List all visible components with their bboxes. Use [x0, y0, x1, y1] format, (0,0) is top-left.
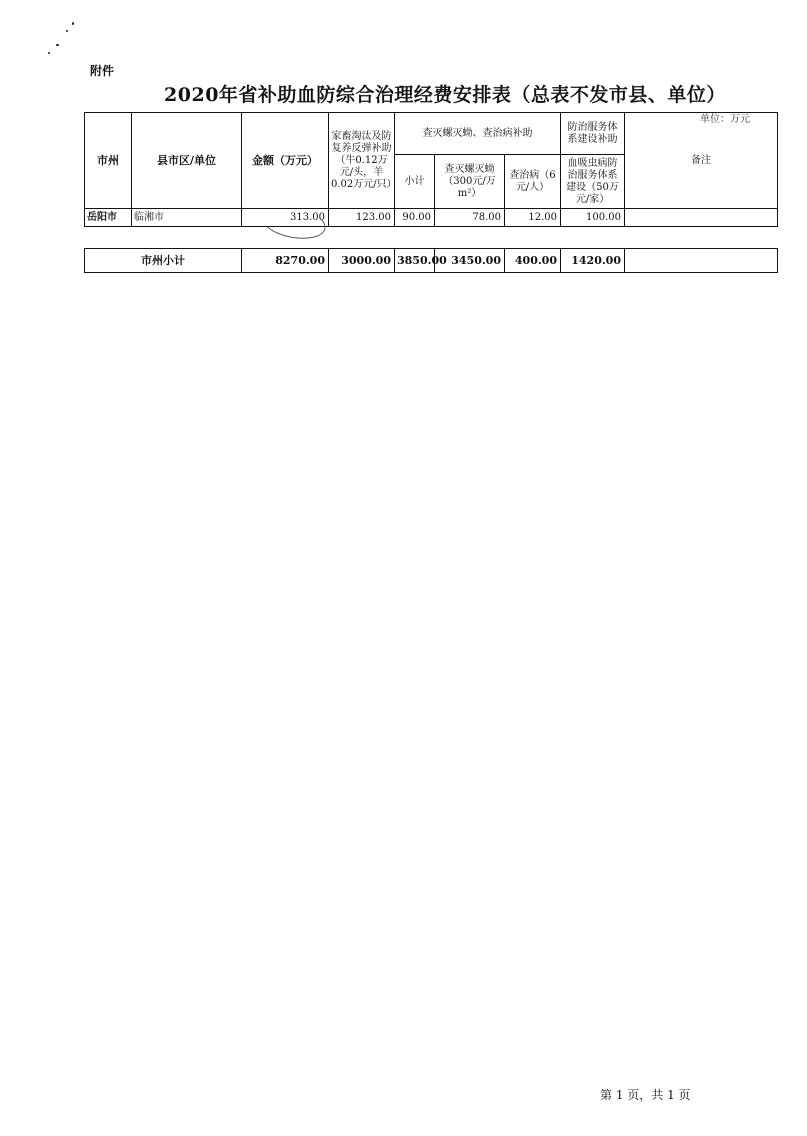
cell-subtotal: 90.00: [395, 209, 435, 227]
cell-remark: [625, 209, 778, 227]
page-footer: 第 1 页，共 1 页: [600, 1088, 691, 1102]
page-title: 2020年省补助血防综合治理经费安排表（总表不发市县、单位）: [164, 84, 726, 106]
header-county: 县市区/单位: [132, 113, 242, 209]
header-service-group: 防治服务体系建设补助: [561, 113, 625, 155]
header-amount: 金额（万元）: [242, 113, 329, 209]
total-snail: 3450.00: [435, 249, 505, 273]
scan-speck: [66, 30, 68, 32]
funding-table: [84, 112, 778, 227]
cell-treat: 12.00: [505, 209, 561, 227]
unit-label: 单位：万元: [700, 114, 750, 125]
table-row: [85, 209, 778, 227]
cell-amount: 313.00: [242, 209, 329, 227]
cell-city: 岳阳市: [85, 209, 132, 227]
header-snail: 查灭螺灭蚴（300元/万m²）: [435, 155, 505, 209]
header-livestock: 家畜淘汰及防复养反弹补助（牛0.12万元/头，羊0.02万元/只）: [329, 113, 395, 209]
header-service: 血吸虫病防治服务体系建设（50万元/家）: [561, 155, 625, 209]
attachment-label: 附件: [90, 64, 115, 78]
header-treat: 查治病（6元/人）: [505, 155, 561, 209]
cell-snail: 78.00: [435, 209, 505, 227]
total-subtotal: 3850.00: [395, 249, 435, 273]
total-treat: 400.00: [505, 249, 561, 273]
header-city: 市州: [85, 113, 132, 209]
total-livestock: 3000.00: [329, 249, 395, 273]
scan-speck: [56, 44, 59, 46]
total-label: 市州小计: [85, 249, 242, 273]
header-snail-group: 查灭螺灭蚴、查治病补助: [395, 113, 561, 155]
total-amount: 8270.00: [242, 249, 329, 273]
scan-speck: [48, 52, 50, 54]
total-row: [85, 249, 778, 273]
total-table: [84, 248, 778, 273]
header-remark: 备注: [625, 113, 778, 209]
header-subtotal: 小计: [395, 155, 435, 209]
cell-livestock: 123.00: [329, 209, 395, 227]
total-remark: [625, 249, 778, 273]
cell-service: 100.00: [561, 209, 625, 227]
scan-speck: [72, 22, 74, 25]
total-service: 1420.00: [561, 249, 625, 273]
cell-county: 临湘市: [132, 209, 242, 227]
